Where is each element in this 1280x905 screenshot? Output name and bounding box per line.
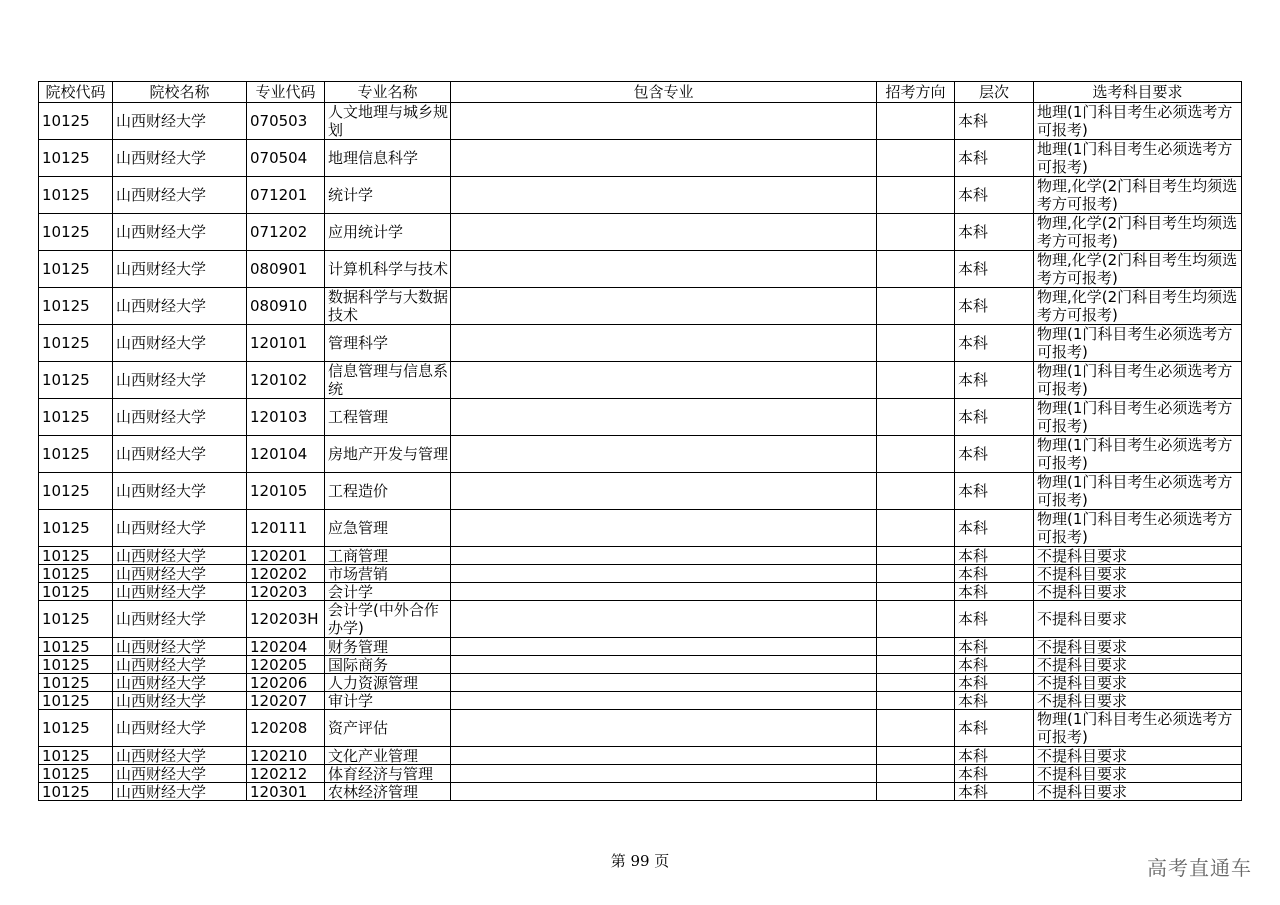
cell-school-name: 山西财经大学: [113, 547, 247, 565]
header-level: 层次: [955, 82, 1034, 103]
cell-major-name: 统计学: [325, 177, 451, 214]
cell-level: 本科: [955, 565, 1034, 583]
cell-requirement: 物理(1门科目考生必须选考方可报考): [1034, 510, 1242, 547]
cell-direction: [877, 177, 955, 214]
cell-school-code: 10125: [39, 473, 113, 510]
cell-level: 本科: [955, 362, 1034, 399]
cell-includes: [451, 765, 877, 783]
cell-direction: [877, 747, 955, 765]
cell-direction: [877, 473, 955, 510]
cell-school-name: 山西财经大学: [113, 436, 247, 473]
cell-level: 本科: [955, 747, 1034, 765]
cell-includes: [451, 399, 877, 436]
cell-level: 本科: [955, 510, 1034, 547]
cell-major-name: 市场营销: [325, 565, 451, 583]
cell-direction: [877, 510, 955, 547]
cell-direction: [877, 325, 955, 362]
cell-direction: [877, 656, 955, 674]
cell-school-code: 10125: [39, 747, 113, 765]
table-header-row: [39, 82, 1242, 103]
cell-major-code: 120111: [247, 510, 325, 547]
cell-includes: [451, 638, 877, 656]
cell-direction: [877, 288, 955, 325]
table-row: [39, 399, 1242, 436]
cell-school-name: 山西财经大学: [113, 638, 247, 656]
cell-school-code: 10125: [39, 399, 113, 436]
header-direction: 招考方向: [877, 82, 955, 103]
cell-school-code: 10125: [39, 362, 113, 399]
cell-level: 本科: [955, 547, 1034, 565]
cell-major-name: 应用统计学: [325, 214, 451, 251]
cell-major-code: 120208: [247, 710, 325, 747]
cell-includes: [451, 140, 877, 177]
cell-requirement: 不提科目要求: [1034, 692, 1242, 710]
cell-school-code: 10125: [39, 547, 113, 565]
cell-school-code: 10125: [39, 510, 113, 547]
cell-major-code: 070504: [247, 140, 325, 177]
cell-school-name: 山西财经大学: [113, 583, 247, 601]
cell-school-name: 山西财经大学: [113, 325, 247, 362]
table-row: [39, 547, 1242, 565]
cell-level: 本科: [955, 251, 1034, 288]
cell-requirement: 不提科目要求: [1034, 601, 1242, 638]
cell-direction: [877, 103, 955, 140]
table-row: [39, 765, 1242, 783]
table-row: [39, 710, 1242, 747]
table-row: [39, 583, 1242, 601]
cell-includes: [451, 177, 877, 214]
table-row: [39, 565, 1242, 583]
cell-requirement: 不提科目要求: [1034, 565, 1242, 583]
cell-school-code: 10125: [39, 710, 113, 747]
cell-level: 本科: [955, 638, 1034, 656]
cell-direction: [877, 547, 955, 565]
cell-level: 本科: [955, 783, 1034, 801]
table-row: [39, 251, 1242, 288]
cell-direction: [877, 399, 955, 436]
cell-major-code: 120102: [247, 362, 325, 399]
cell-major-name: 工程管理: [325, 399, 451, 436]
cell-school-name: 山西财经大学: [113, 140, 247, 177]
cell-school-code: 10125: [39, 583, 113, 601]
cell-school-code: 10125: [39, 214, 113, 251]
cell-major-code: 071202: [247, 214, 325, 251]
cell-major-name: 体育经济与管理: [325, 765, 451, 783]
cell-major-name: 地理信息科学: [325, 140, 451, 177]
cell-school-code: 10125: [39, 251, 113, 288]
cell-level: 本科: [955, 214, 1034, 251]
cell-major-name: 信息管理与信息系统: [325, 362, 451, 399]
cell-requirement: 物理(1门科目考生必须选考方可报考): [1034, 399, 1242, 436]
header-school-code: 院校代码: [39, 82, 113, 103]
cell-requirement: 不提科目要求: [1034, 638, 1242, 656]
cell-requirement: 物理,化学(2门科目考生均须选考方可报考): [1034, 288, 1242, 325]
cell-major-name: 应急管理: [325, 510, 451, 547]
cell-major-code: 120301: [247, 783, 325, 801]
cell-major-code: 080901: [247, 251, 325, 288]
cell-school-name: 山西财经大学: [113, 656, 247, 674]
cell-requirement: 不提科目要求: [1034, 583, 1242, 601]
cell-requirement: 地理(1门科目考生必须选考方可报考): [1034, 103, 1242, 140]
cell-school-code: 10125: [39, 325, 113, 362]
cell-major-code: 080910: [247, 288, 325, 325]
cell-major-code: 120105: [247, 473, 325, 510]
cell-level: 本科: [955, 710, 1034, 747]
cell-direction: [877, 638, 955, 656]
cell-includes: [451, 710, 877, 747]
table-body: [39, 103, 1242, 801]
table-row: [39, 674, 1242, 692]
header-requirement: 选考科目要求: [1034, 82, 1242, 103]
cell-school-name: 山西财经大学: [113, 473, 247, 510]
cell-includes: [451, 747, 877, 765]
cell-school-name: 山西财经大学: [113, 362, 247, 399]
cell-major-name: 文化产业管理: [325, 747, 451, 765]
table-row: [39, 783, 1242, 801]
cell-school-name: 山西财经大学: [113, 177, 247, 214]
cell-includes: [451, 510, 877, 547]
cell-includes: [451, 325, 877, 362]
table-row: [39, 510, 1242, 547]
cell-school-name: 山西财经大学: [113, 288, 247, 325]
table-row: [39, 288, 1242, 325]
cell-requirement: 物理(1门科目考生必须选考方可报考): [1034, 436, 1242, 473]
cell-direction: [877, 565, 955, 583]
cell-major-code: 120202: [247, 565, 325, 583]
cell-school-code: 10125: [39, 638, 113, 656]
cell-level: 本科: [955, 765, 1034, 783]
cell-major-code: 120205: [247, 656, 325, 674]
cell-includes: [451, 288, 877, 325]
table-row: [39, 214, 1242, 251]
cell-level: 本科: [955, 103, 1034, 140]
cell-level: 本科: [955, 473, 1034, 510]
cell-school-name: 山西财经大学: [113, 510, 247, 547]
cell-level: 本科: [955, 140, 1034, 177]
table-row: [39, 601, 1242, 638]
cell-level: 本科: [955, 325, 1034, 362]
cell-includes: [451, 473, 877, 510]
cell-level: 本科: [955, 692, 1034, 710]
cell-level: 本科: [955, 399, 1034, 436]
cell-major-name: 管理科学: [325, 325, 451, 362]
cell-level: 本科: [955, 583, 1034, 601]
table-row: [39, 325, 1242, 362]
cell-direction: [877, 783, 955, 801]
cell-major-code: 120203: [247, 583, 325, 601]
cell-school-name: 山西财经大学: [113, 710, 247, 747]
cell-major-code: 120203H: [247, 601, 325, 638]
cell-includes: [451, 362, 877, 399]
cell-level: 本科: [955, 436, 1034, 473]
cell-major-name: 会计学(中外合作办学): [325, 601, 451, 638]
cell-major-code: 120201: [247, 547, 325, 565]
cell-major-code: 120206: [247, 674, 325, 692]
cell-level: 本科: [955, 601, 1034, 638]
cell-major-code: 071201: [247, 177, 325, 214]
cell-includes: [451, 783, 877, 801]
cell-includes: [451, 565, 877, 583]
cell-major-name: 工商管理: [325, 547, 451, 565]
cell-major-name: 会计学: [325, 583, 451, 601]
cell-major-code: 120210: [247, 747, 325, 765]
cell-major-name: 审计学: [325, 692, 451, 710]
cell-school-name: 山西财经大学: [113, 765, 247, 783]
cell-requirement: 不提科目要求: [1034, 747, 1242, 765]
cell-requirement: 不提科目要求: [1034, 656, 1242, 674]
table-row: [39, 140, 1242, 177]
table-row: [39, 473, 1242, 510]
watermark-text: 高考直通车: [1147, 856, 1252, 880]
cell-direction: [877, 692, 955, 710]
cell-school-code: 10125: [39, 765, 113, 783]
admission-table: [38, 81, 1242, 801]
cell-school-code: 10125: [39, 140, 113, 177]
cell-requirement: 物理,化学(2门科目考生均须选考方可报考): [1034, 251, 1242, 288]
cell-includes: [451, 214, 877, 251]
cell-requirement: 物理(1门科目考生必须选考方可报考): [1034, 325, 1242, 362]
cell-requirement: 不提科目要求: [1034, 783, 1242, 801]
cell-major-name: 人文地理与城乡规划: [325, 103, 451, 140]
cell-major-code: 120103: [247, 399, 325, 436]
cell-major-name: 工程造价: [325, 473, 451, 510]
header-includes: 包含专业: [451, 82, 877, 103]
cell-major-code: 120207: [247, 692, 325, 710]
cell-direction: [877, 583, 955, 601]
cell-direction: [877, 710, 955, 747]
cell-school-name: 山西财经大学: [113, 747, 247, 765]
cell-direction: [877, 214, 955, 251]
table-row: [39, 638, 1242, 656]
cell-direction: [877, 140, 955, 177]
cell-requirement: 物理(1门科目考生必须选考方可报考): [1034, 362, 1242, 399]
cell-school-code: 10125: [39, 565, 113, 583]
cell-requirement: 不提科目要求: [1034, 674, 1242, 692]
table-row: [39, 103, 1242, 140]
table-row: [39, 656, 1242, 674]
cell-includes: [451, 547, 877, 565]
cell-level: 本科: [955, 288, 1034, 325]
cell-major-code: 070503: [247, 103, 325, 140]
cell-major-name: 资产评估: [325, 710, 451, 747]
cell-requirement: 物理(1门科目考生必须选考方可报考): [1034, 710, 1242, 747]
cell-school-code: 10125: [39, 601, 113, 638]
cell-includes: [451, 436, 877, 473]
table-row: [39, 177, 1242, 214]
cell-includes: [451, 692, 877, 710]
cell-school-code: 10125: [39, 656, 113, 674]
cell-major-code: 120104: [247, 436, 325, 473]
header-major-code: 专业代码: [247, 82, 325, 103]
table-row: [39, 436, 1242, 473]
cell-school-code: 10125: [39, 674, 113, 692]
cell-school-name: 山西财经大学: [113, 103, 247, 140]
cell-school-code: 10125: [39, 783, 113, 801]
cell-school-name: 山西财经大学: [113, 214, 247, 251]
cell-requirement: 物理,化学(2门科目考生均须选考方可报考): [1034, 177, 1242, 214]
cell-requirement: 地理(1门科目考生必须选考方可报考): [1034, 140, 1242, 177]
cell-school-code: 10125: [39, 692, 113, 710]
cell-direction: [877, 601, 955, 638]
cell-school-name: 山西财经大学: [113, 399, 247, 436]
cell-requirement: 物理(1门科目考生必须选考方可报考): [1034, 473, 1242, 510]
cell-level: 本科: [955, 656, 1034, 674]
cell-school-name: 山西财经大学: [113, 565, 247, 583]
cell-school-name: 山西财经大学: [113, 692, 247, 710]
cell-major-code: 120101: [247, 325, 325, 362]
cell-includes: [451, 656, 877, 674]
header-major-name: 专业名称: [325, 82, 451, 103]
cell-direction: [877, 674, 955, 692]
cell-major-name: 财务管理: [325, 638, 451, 656]
cell-level: 本科: [955, 674, 1034, 692]
cell-school-name: 山西财经大学: [113, 783, 247, 801]
cell-major-name: 农林经济管理: [325, 783, 451, 801]
cell-school-code: 10125: [39, 436, 113, 473]
cell-school-code: 10125: [39, 288, 113, 325]
cell-requirement: 不提科目要求: [1034, 765, 1242, 783]
table-row: [39, 747, 1242, 765]
cell-direction: [877, 362, 955, 399]
cell-includes: [451, 251, 877, 288]
cell-school-name: 山西财经大学: [113, 601, 247, 638]
cell-direction: [877, 765, 955, 783]
table-row: [39, 692, 1242, 710]
cell-major-name: 国际商务: [325, 656, 451, 674]
cell-level: 本科: [955, 177, 1034, 214]
cell-major-code: 120212: [247, 765, 325, 783]
cell-major-code: 120204: [247, 638, 325, 656]
page-number: 第 99 页: [610, 852, 670, 870]
cell-major-name: 房地产开发与管理: [325, 436, 451, 473]
cell-requirement: 不提科目要求: [1034, 547, 1242, 565]
cell-school-code: 10125: [39, 177, 113, 214]
cell-major-name: 数据科学与大数据技术: [325, 288, 451, 325]
cell-includes: [451, 674, 877, 692]
cell-includes: [451, 601, 877, 638]
cell-school-code: 10125: [39, 103, 113, 140]
cell-includes: [451, 103, 877, 140]
cell-major-name: 人力资源管理: [325, 674, 451, 692]
table-row: [39, 362, 1242, 399]
cell-direction: [877, 436, 955, 473]
cell-major-name: 计算机科学与技术: [325, 251, 451, 288]
cell-direction: [877, 251, 955, 288]
cell-school-name: 山西财经大学: [113, 674, 247, 692]
header-school-name: 院校名称: [113, 82, 247, 103]
cell-requirement: 物理,化学(2门科目考生均须选考方可报考): [1034, 214, 1242, 251]
cell-includes: [451, 583, 877, 601]
cell-school-name: 山西财经大学: [113, 251, 247, 288]
